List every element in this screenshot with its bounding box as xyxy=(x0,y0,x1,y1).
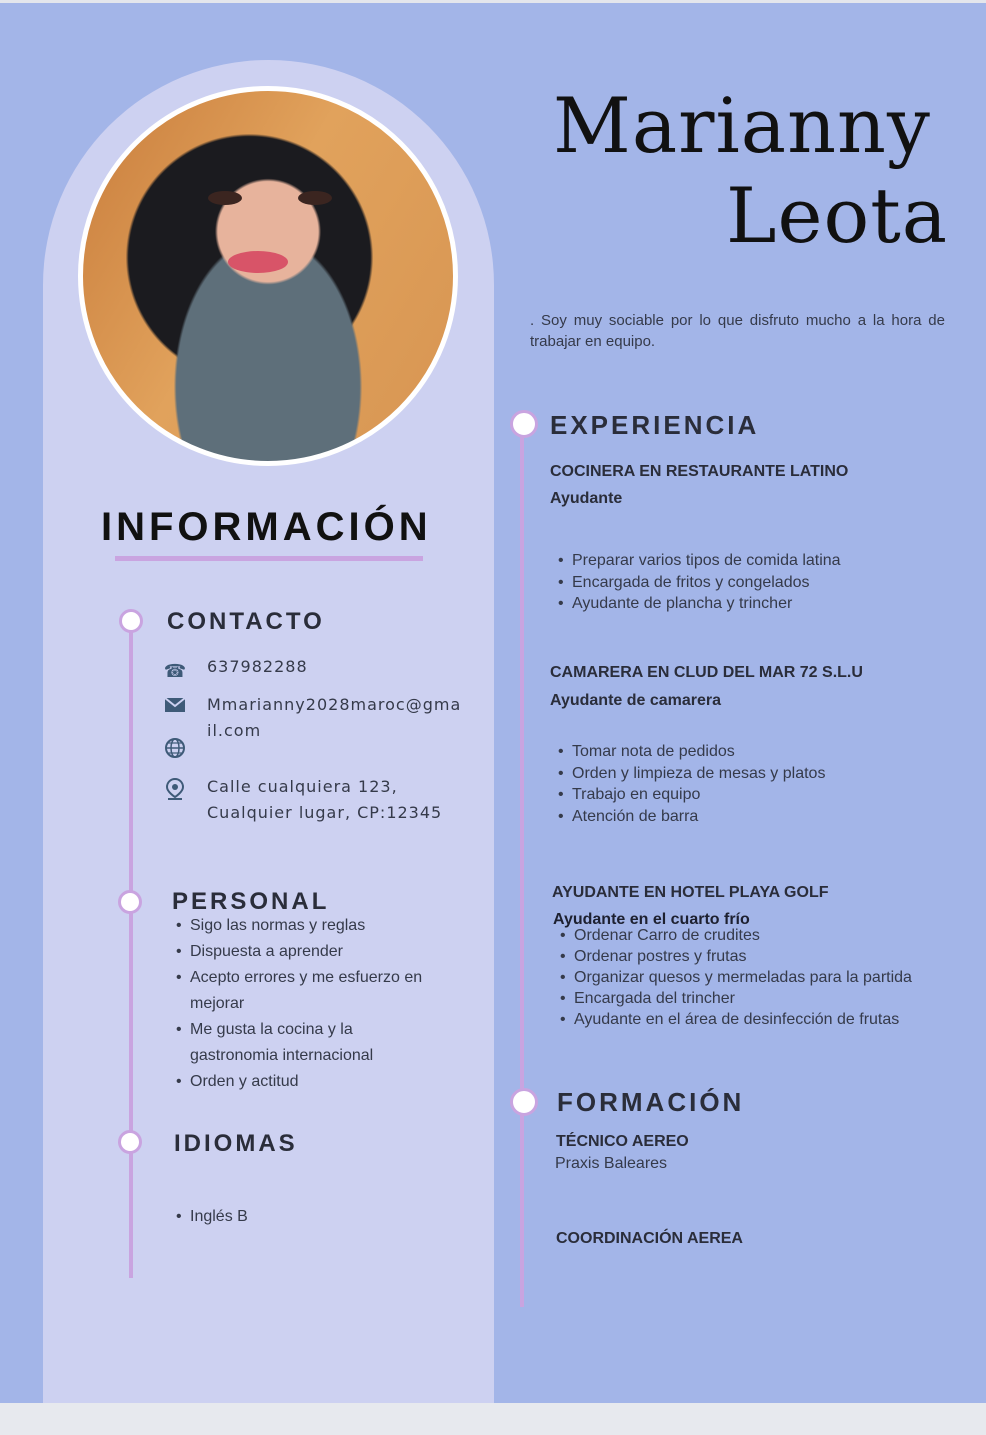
job-tasks xyxy=(558,550,958,615)
phone-number[interactable]: 637982288 xyxy=(207,657,308,676)
education-school: Praxis Baleares xyxy=(555,1155,668,1172)
job-title: AYUDANTE EN HOTEL PLAYA GOLF xyxy=(552,884,829,901)
phone-icon: ☎ xyxy=(163,661,187,681)
mail-icon xyxy=(163,695,187,719)
list-item: • Tomar nota de pedidos xyxy=(558,741,958,763)
email-address[interactable]: Mmarianny2028maroc@gmail.com xyxy=(207,695,462,740)
education-title-item: COORDINACIÓN AEREA xyxy=(556,1230,743,1247)
photo-eye xyxy=(298,191,332,205)
list-item: • Orden y actitud xyxy=(176,1069,436,1095)
list-item: • Acepto errores y me esfuerzo en mejorar xyxy=(176,965,436,1017)
experience-title: EXPERIENCIA xyxy=(550,410,760,440)
first-name: Marianny xyxy=(553,81,931,170)
list-item: • Preparar varios tipos de comida latina xyxy=(558,550,958,572)
timeline-dot xyxy=(118,890,142,914)
list-item: • Encargada del trincher xyxy=(560,988,945,1009)
education-title: FORMACIÓN xyxy=(557,1087,745,1117)
list-item: • Trabajo en equipo xyxy=(558,784,958,806)
contact-title: CONTACTO xyxy=(167,608,325,635)
job-title: COCINERA EN RESTAURANTE LATINO xyxy=(550,463,849,480)
last-name: Leota xyxy=(726,171,949,260)
info-title: INFORMACIÓN xyxy=(101,505,432,549)
timeline-dot xyxy=(510,410,538,438)
languages-list xyxy=(176,1205,376,1229)
personal-title: PERSONAL xyxy=(172,888,330,915)
list-item: • Me gusta la cocina y la gastronomia internacional xyxy=(176,1017,436,1069)
job-title: CAMARERA EN CLUD DEL MAR 72 S.L.U xyxy=(550,664,863,681)
list-item: • Atención de barra xyxy=(558,806,958,828)
list-item: • Orden y limpieza de mesas y platos xyxy=(558,763,958,785)
profile-photo xyxy=(78,86,458,466)
photo-eye xyxy=(208,191,242,205)
languages-title: IDIOMAS xyxy=(174,1130,298,1157)
list-item: • Inglés B xyxy=(176,1205,376,1229)
right-timeline xyxy=(520,432,524,1307)
left-timeline xyxy=(129,630,133,1278)
photo-lips xyxy=(228,251,288,273)
list-item: • Organizar quesos y mermeladas para la partida xyxy=(560,967,945,988)
job-tasks xyxy=(558,741,958,827)
personal-list xyxy=(176,913,436,1095)
list-item: • Ayudante en el área de desinfección de frutas xyxy=(560,1009,945,1030)
timeline-dot xyxy=(118,1130,142,1154)
list-item: • Sigo las normas y reglas xyxy=(176,913,436,939)
education-title-item: TÉCNICO AEREO xyxy=(556,1133,689,1150)
job-role: Ayudante en el cuarto frío xyxy=(553,911,750,928)
bottom-strip xyxy=(0,1403,986,1435)
list-item: • Ayudante de plancha y trincher xyxy=(558,593,958,615)
timeline-dot xyxy=(119,609,143,633)
list-item: • Dispuesta a aprender xyxy=(176,939,436,965)
location-pin-icon xyxy=(163,777,187,801)
bio-text: . Soy muy sociable por lo que disfruto mucho a la hora de trabajar en equipo. xyxy=(530,312,945,350)
job-role: Ayudante xyxy=(550,490,623,507)
info-underline xyxy=(115,556,423,561)
globe-icon xyxy=(163,737,187,761)
timeline-dot xyxy=(510,1088,538,1116)
list-item: • Encargada de fritos y congelados xyxy=(558,572,958,594)
job-tasks xyxy=(560,925,945,1030)
list-item: • Ordenar postres y frutas xyxy=(560,946,945,967)
job-role: Ayudante de camarera xyxy=(550,692,722,709)
address: Calle cualquiera 123, Cualquier lugar, CP:12345 xyxy=(207,777,443,822)
list-item: • Ordenar Carro de crudites xyxy=(560,925,945,946)
